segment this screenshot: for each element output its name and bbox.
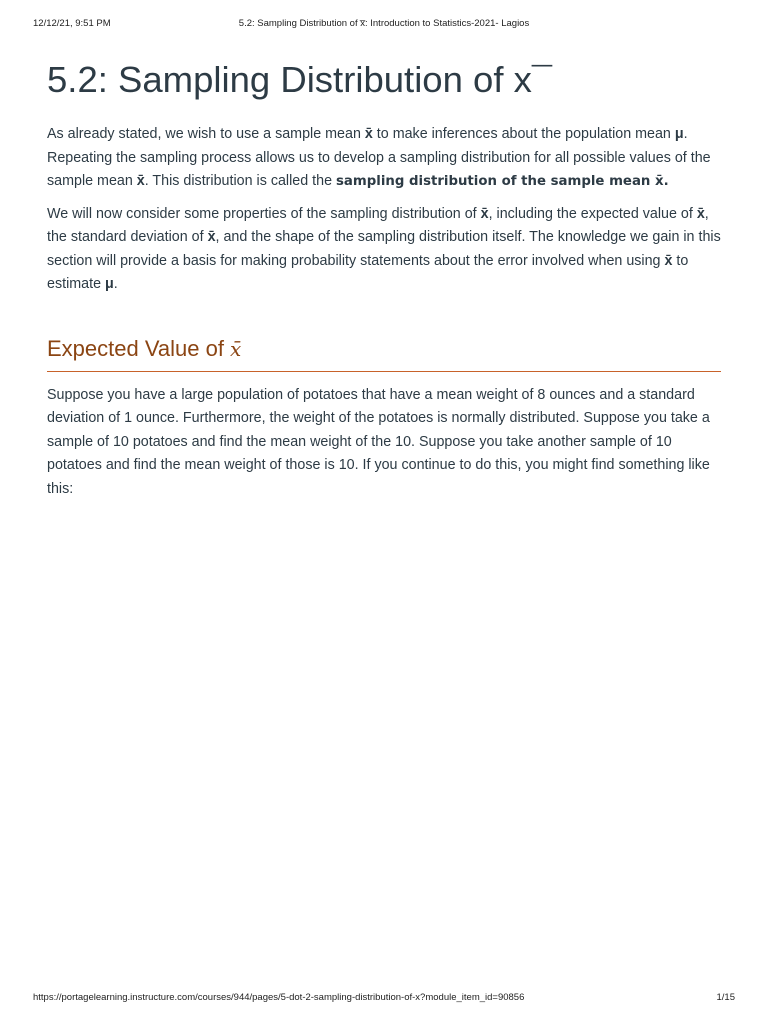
xbar-symbol: x̄ [696, 205, 705, 222]
xbar-symbol: x̄ [480, 205, 489, 222]
spacer [47, 372, 723, 384]
print-footer [0, 992, 768, 1006]
print-page-number: 1/15 [716, 992, 735, 1003]
section-heading-expected-value [47, 335, 721, 372]
intro-paragraph-2 [47, 203, 723, 297]
mu-symbol: μ [674, 126, 684, 142]
page-title: 5.2: Sampling Distribution of x¯ [47, 59, 553, 100]
text-run: . Repeating the sampling process allows us to develop a sampling distribution for all possible values of the sample mean [47, 126, 711, 189]
mu-symbol: μ [105, 276, 114, 292]
text-run: , including the expected value of [488, 205, 697, 222]
text-run: We will now consider some properties of the sampling distribution of [47, 205, 481, 222]
text-run: , and the shape of the sampling distribution itself. The knowledge we gain in this section will provide a basis for making probability statements about the error involved when using [47, 229, 721, 269]
print-header [0, 18, 768, 32]
intro-paragraph-1 [47, 123, 723, 194]
xbar-symbol: x̄ [664, 252, 673, 269]
xbar-symbol: x̄ [207, 229, 216, 245]
xbar-symbol: x̄ [136, 173, 145, 189]
text-run: . [113, 276, 118, 292]
text-run: . This distribution is called the [144, 173, 336, 189]
text-run: As already stated, we wish to use a sample mean [47, 126, 365, 142]
expected-value-paragraph: Suppose you have a large population of potatoes that have a mean weight of 8 ounces and a standard deviation of 1 ounce. Furthermore, the weight of the potatoes is normally distributed. Suppose you take a sample of 10 potatoes and find the mean weight of the 10. Suppose you take another sample of 10 potatoes and find the mean weight of those is 10. If you continue to do this, you might find something like this: [47, 386, 710, 497]
text-run: to estimate [47, 252, 689, 292]
print-datetime: 12/12/21, 9:51 PM [33, 18, 111, 29]
text-run: , the standard deviation of [47, 205, 709, 245]
xbar-symbol: x̄ [230, 336, 242, 361]
xbar-symbol: x̄ [364, 126, 373, 142]
section-heading-text: Expected Value of [47, 335, 231, 361]
print-url: https://portagelearning.instructure.com/courses/944/pages/5-dot-2-sampling-distribution-of-x?module_item_id=90856 [33, 992, 525, 1003]
page-content [47, 52, 723, 501]
text-run: to make inferences about the population mean [372, 126, 675, 142]
print-doc-title: 5.2: Sampling Distribution of x̅: Introduction to Statistics-2021- Lagios [238, 18, 530, 29]
key-term: sampling distribution of the sample mean x̄. [336, 174, 669, 189]
